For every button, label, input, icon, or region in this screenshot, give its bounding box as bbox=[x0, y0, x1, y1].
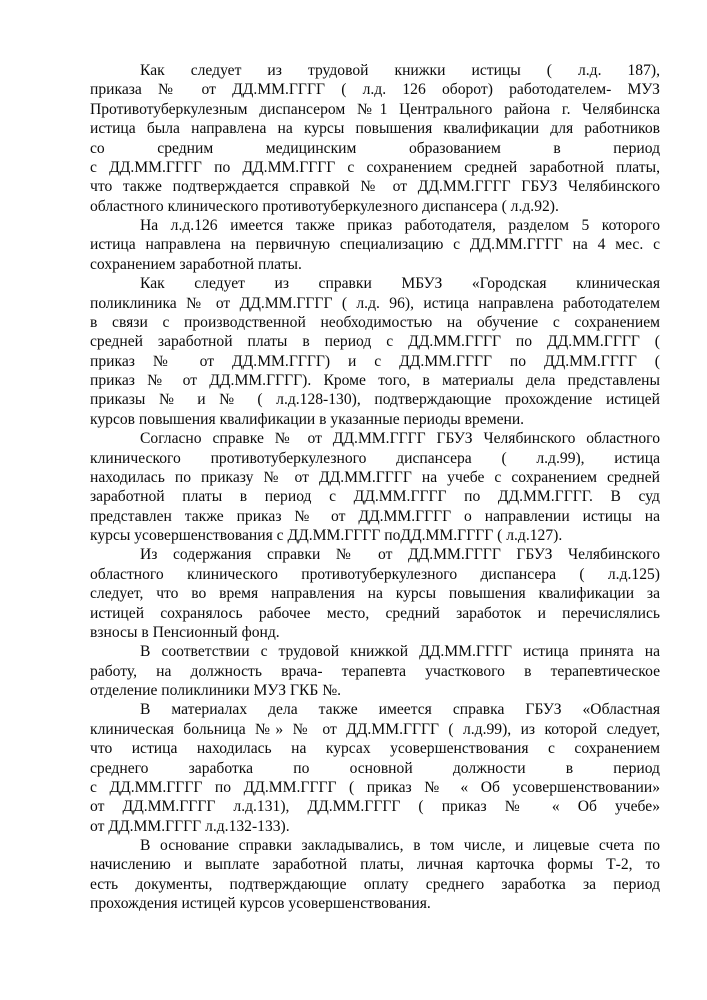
text-line: областного клинического противотуберкулезного диспансера ( л.д.125) bbox=[90, 565, 660, 583]
text-line: от ДД.ММ.ГГГГ л.д.131), ДД.ММ.ГГГГ ( приказ № « Об учебе» bbox=[90, 798, 660, 816]
text-line: В соответствии с трудовой книжкой ДД.ММ.ГГГГ истица принята на bbox=[140, 643, 660, 661]
text-line: В основание справки закладывались, в том числе, и лицевые счета по bbox=[140, 837, 660, 854]
text-line: приказа № от ДД.ММ.ГГГГ ( л.д. 126 оборот) работодателем- МУЗ bbox=[90, 81, 660, 99]
paragraph bbox=[90, 216, 660, 274]
text-line: Как следует из справки МБУЗ «Городская клиническая bbox=[140, 275, 660, 293]
text-line: с ДД.ММ.ГГГГ по ДД.ММ.ГГГГ ( приказ № « Об усовершенствовании» bbox=[90, 778, 660, 796]
text-line: На л.д.126 имеется также приказ работодателя, разделом 5 которого bbox=[140, 217, 660, 234]
text-line: в связи с производственной необходимостью на обучение с сохранением bbox=[90, 313, 660, 331]
text-line: с ДД.ММ.ГГГГ по ДД.ММ.ГГГГ с сохранением средней заработной платы, bbox=[90, 158, 660, 176]
paragraph bbox=[90, 700, 660, 836]
text-line: курсы усовершенствования с ДД.ММ.ГГГГ поДД.ММ.ГГГГ ( л.д.127). bbox=[90, 527, 563, 544]
text-line: следует, что во время направления на курсы повышения квалификации за bbox=[90, 585, 660, 603]
text-line: со средним медицинским образованием в период bbox=[90, 139, 660, 157]
text-line: поликлиника № от ДД.ММ.ГГГГ ( л.д. 96), истица направлена работодателем bbox=[90, 294, 660, 312]
text-line: истица направлена на первичную специализацию с ДД.ММ.ГГГГ на 4 мес. с bbox=[90, 236, 660, 254]
paragraph bbox=[90, 642, 660, 700]
paragraph bbox=[90, 545, 660, 642]
text-line: среднего заработка по основной должности в период bbox=[90, 759, 660, 777]
text-line: В материалах дела также имеется справка ГБУЗ «Областная bbox=[140, 701, 660, 719]
text-line: клинического противотуберкулезного диспансера ( л.д.99), истица bbox=[90, 449, 660, 467]
text-line: прохождения истицей курсов усовершенствования. bbox=[90, 895, 431, 913]
text-line: истицей сохранялось рабочее место, средний заработок и перечислялись bbox=[90, 604, 660, 622]
text-line: работу, на должность врача- терапевта участкового в терапевтическое bbox=[90, 662, 660, 680]
text-line: приказы № и № ( л.д.128-130), подтверждающие прохождение истицей bbox=[90, 391, 660, 409]
text-line: находилась по приказу № от ДД.ММ.ГГГГ на учебе с сохранением средней bbox=[90, 468, 660, 486]
text-line: Противотуберкулезным диспансером №1 Центрального района г. Челябинска bbox=[90, 100, 660, 118]
text-line: истица была направлена на курсы повышения квалификации для работников bbox=[90, 120, 660, 138]
text-line: представлен также приказ № от ДД.ММ.ГГГГ о направлении истицы на bbox=[90, 507, 660, 525]
document-text bbox=[90, 61, 660, 914]
text-line: приказ № от ДД.ММ.ГГГГ). Кроме того, в материалы дела представлены bbox=[90, 372, 660, 389]
paragraph bbox=[90, 274, 660, 429]
text-line: курсов повышения квалификации в указанные периоды времени. bbox=[90, 410, 525, 428]
text-line: приказ № от ДД.ММ.ГГГГ) и с ДД.ММ.ГГГГ по ДД.ММ.ГГГГ ( bbox=[90, 352, 660, 370]
text-line: начислению и выплате заработной платы, личная карточка формы Т-2, то bbox=[90, 856, 660, 874]
text-line: клиническая больница №» № от ДД.ММ.ГГГГ ( л.д.99), из которой следует, bbox=[90, 720, 660, 738]
paragraph bbox=[90, 429, 660, 545]
text-line: что истица находилась на курсах усовершенствования с сохранением bbox=[90, 740, 660, 758]
text-line: есть документы, подтверждающие оплату среднего заработка за период bbox=[90, 875, 660, 893]
paragraph bbox=[90, 61, 660, 216]
paragraph bbox=[90, 836, 660, 914]
text-line: что также подтверждается справкой № от ДД.ММ.ГГГГ ГБУЗ Челябинского bbox=[90, 178, 660, 196]
text-line: отделение поликлиники МУЗ ГКБ №. bbox=[90, 682, 341, 699]
text-line: областного клинического противотуберкулезного диспансера ( л.д.92). bbox=[90, 197, 559, 215]
text-line: средней заработной платы в период с ДД.ММ.ГГГГ по ДД.ММ.ГГГГ ( bbox=[90, 333, 660, 351]
text-line: заработной платы в период с ДД.ММ.ГГГГ по ДД.ММ.ГГГГ. В суд bbox=[90, 488, 660, 506]
text-line: сохранением заработной платы. bbox=[90, 255, 302, 273]
text-line: Как следует из трудовой книжки истицы ( л.д. 187), bbox=[140, 62, 660, 79]
text-line: Согласно справке № от ДД.ММ.ГГГГ ГБУЗ Челябинского областного bbox=[140, 430, 660, 448]
text-line: от ДД.ММ.ГГГГ л.д.132-133). bbox=[90, 817, 290, 835]
text-line: Из содержания справки № от ДД.ММ.ГГГГ ГБУЗ Челябинского bbox=[140, 546, 660, 564]
text-line: взносы в Пенсионный фонд. bbox=[90, 623, 280, 641]
